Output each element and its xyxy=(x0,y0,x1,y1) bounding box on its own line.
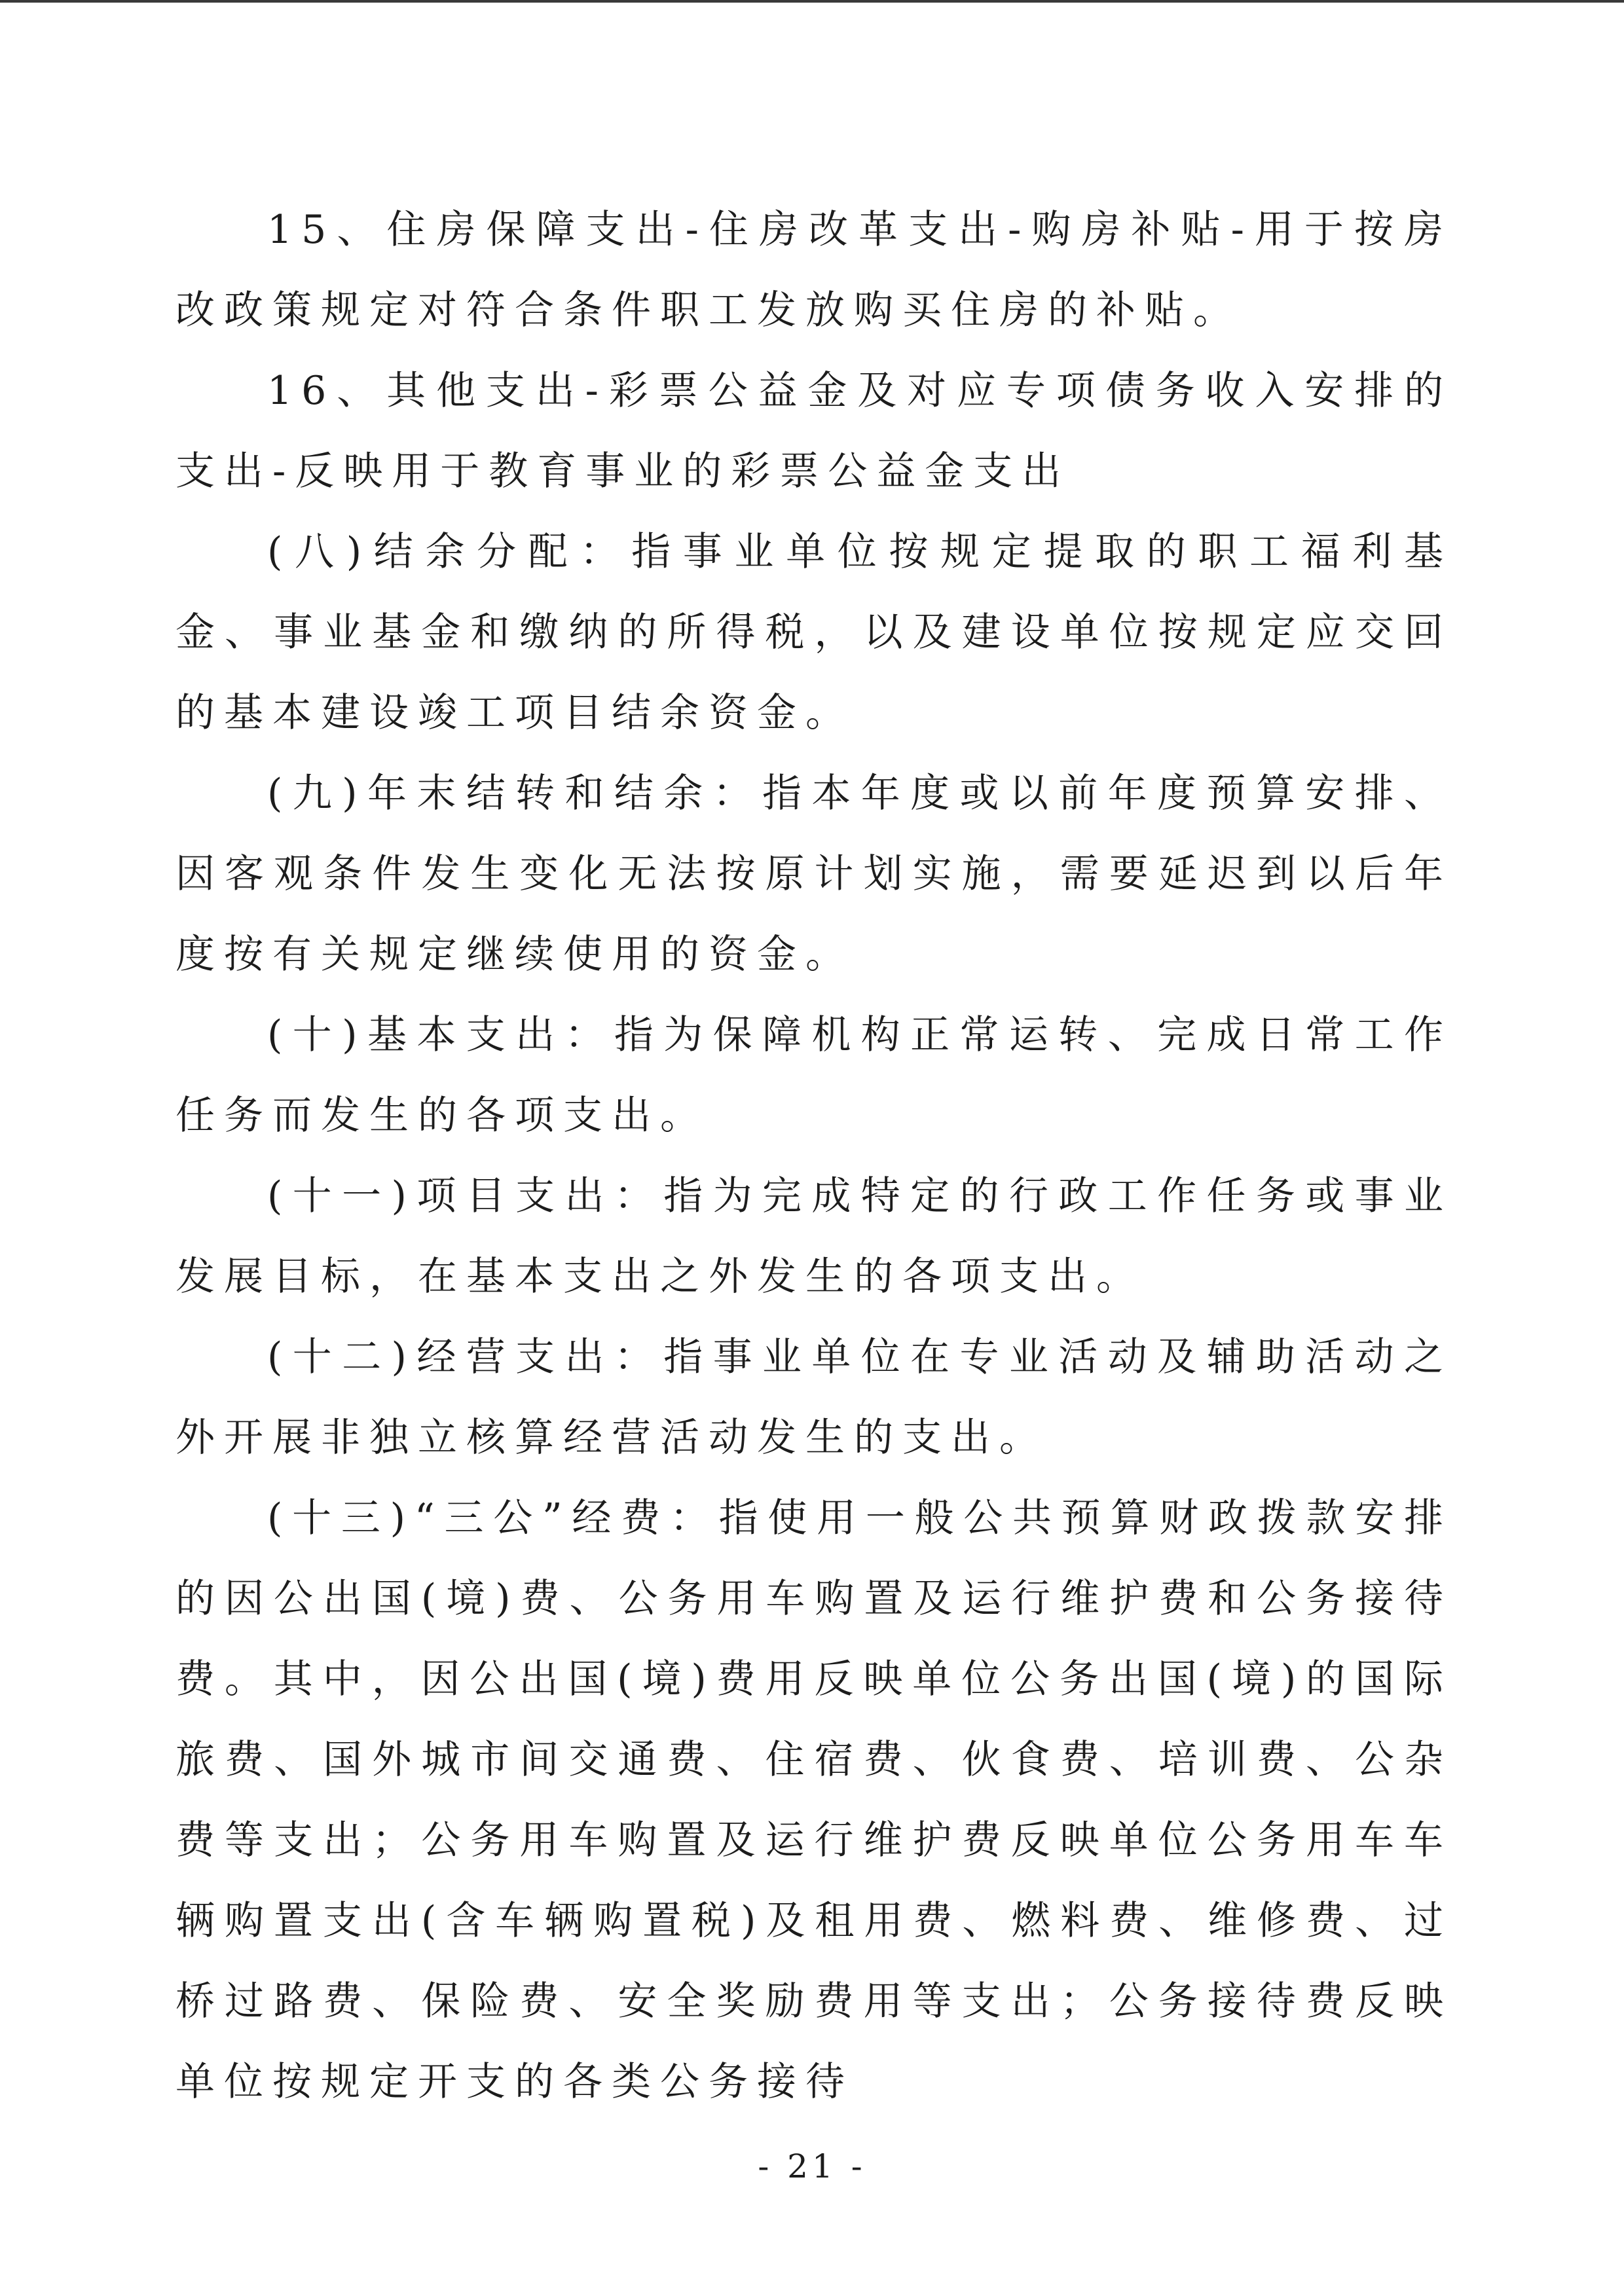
paragraph-surplus-distribution: (八)结余分配：指事业单位按规定提取的职工福利基金、事业基金和缴纳的所得税，以及建设单位按规定应交回的基本建设竣工项目结余资金。 xyxy=(175,529,1452,736)
paragraph-operating-expenditure: (十二)经营支出：指事业单位在专业活动及辅助活动之外开展非独立核算经营活动发生的支出。 xyxy=(175,1334,1452,1461)
document-body xyxy=(175,190,1452,2123)
paragraph-basic-expenditure: (十)基本支出：指为保障机构正常运转、完成日常工作任务而发生的各项支出。 xyxy=(175,1012,1452,1139)
paragraph-project-expenditure: (十一)项目支出：指为完成特定的行政工作任务或事业发展目标，在基本支出之外发生的各项支出。 xyxy=(175,1173,1452,1300)
page-number: - 21 - xyxy=(758,2147,866,2185)
top-border-line xyxy=(0,0,1624,3)
paragraph-item-16: 16、其他支出-彩票公益金及对应专项债务收入安排的支出-反映用于教育事业的彩票公益金支出 xyxy=(175,368,1452,494)
paragraph-three-public-expenses: (十三)“三公”经费：指使用一般公共预算财政拨款安排的因公出国(境)费、公务用车购置及运行维护费和公务接待费。其中，因公出国(境)费用反映单位公务出国(境)的国际旅费、国外城市间交通费、住宿费、伙食费、培训费、公杂费等支出；公务用车购置及运行维护费反映单位公务用车车辆购置支出(含车辆购置税)及租用费、燃料费、维修费、过桥过路费、保险费、安全奖励费用等支出；公务接待费反映单位按规定开支的各类公务接待 xyxy=(175,1495,1452,2105)
paragraph-year-end-carryover: (九)年末结转和结余：指本年度或以前年度预算安排、因客观条件发生变化无法按原计划实施，需要延迟到以后年度按有关规定继续使用的资金。 xyxy=(175,771,1452,977)
paragraph-item-15: 15、住房保障支出-住房改革支出-购房补贴-用于按房改政策规定对符合条件职工发放购买住房的补贴。 xyxy=(175,207,1452,333)
